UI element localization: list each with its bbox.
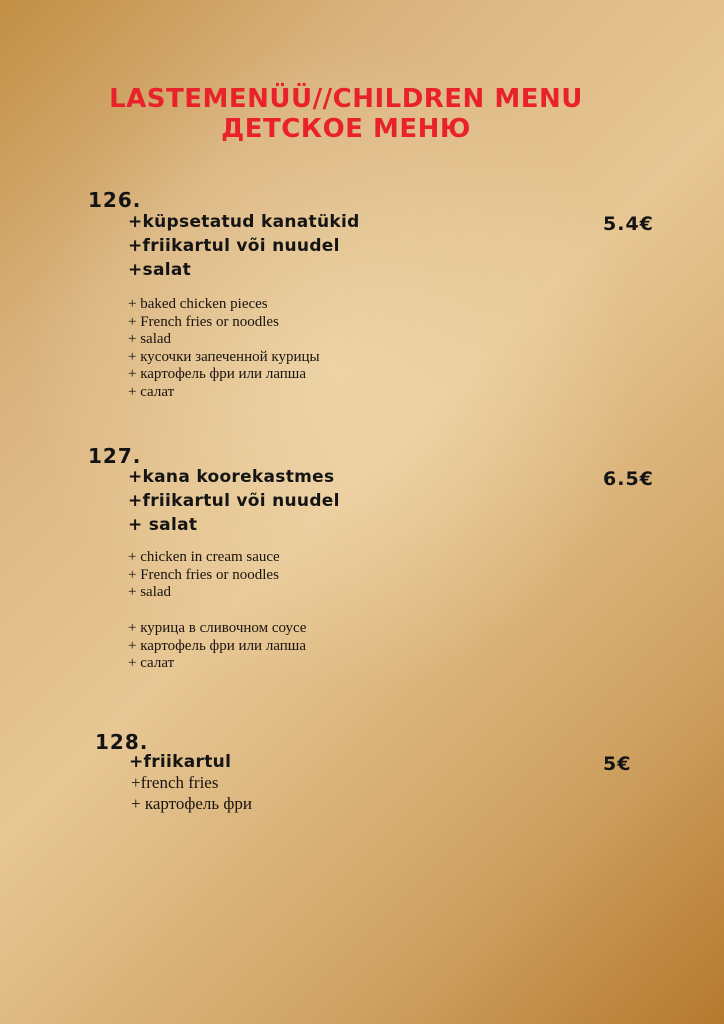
item-128-price: 5€ xyxy=(603,753,632,775)
item-126-translation-line: + картофель фри или лапша xyxy=(128,366,307,383)
menu-title xyxy=(0,84,708,144)
item-127-english-lines xyxy=(128,549,280,602)
item-126-estonian-lines xyxy=(128,210,360,282)
item-126-et-line: +küpsetatud kanatükid xyxy=(128,212,360,232)
item-127-russian-lines xyxy=(128,620,306,673)
item-number-127: 127. xyxy=(88,444,142,468)
item-number-126: 126. xyxy=(88,188,142,212)
item-127-ru-line: + курица в сливочном соусе xyxy=(128,620,307,636)
menu-title-line2: ДЕТСКОЕ МЕНЮ xyxy=(221,114,471,144)
item-126-translation-line: + salad xyxy=(128,331,172,348)
item-126-translation-line: + кусочки запеченной курицы xyxy=(128,348,320,365)
item-127-ru-line: + салат xyxy=(128,655,175,672)
item-128-estonian-lines xyxy=(129,750,231,774)
item-127-et-line: + salat xyxy=(128,515,198,535)
item-126-et-line: +friikartul või nuudel xyxy=(128,236,340,256)
item-128-translation-line: + картофель фри xyxy=(131,793,253,813)
item-number-128: 128. xyxy=(95,730,149,754)
item-127-estonian-lines xyxy=(128,465,340,537)
item-126-translation-lines xyxy=(128,296,320,402)
item-127-et-line: +friikartul või nuudel xyxy=(128,491,340,511)
item-128-et-line: +friikartul xyxy=(129,752,232,772)
item-126-price: 5.4€ xyxy=(603,213,654,235)
item-127-en-line: + salad xyxy=(128,584,172,601)
menu-title-line1: LASTEMENÜÜ//CHILDREN MENU xyxy=(109,84,583,114)
item-128-translation-line: +french fries xyxy=(131,773,219,792)
item-126-translation-line: + French fries or noodles xyxy=(128,313,279,330)
item-127-et-line: +kana koorekastmes xyxy=(128,467,335,487)
item-128-translation-lines xyxy=(131,773,252,814)
item-126-translation-line: + baked chicken pieces xyxy=(128,296,268,312)
item-126-et-line: +salat xyxy=(128,260,192,280)
item-127-en-line: + French fries or noodles xyxy=(128,566,279,583)
item-127-en-line: + chicken in cream sauce xyxy=(128,549,280,565)
item-127-ru-line: + картофель фри или лапша xyxy=(128,637,307,654)
item-127-price: 6.5€ xyxy=(603,468,654,490)
item-126-translation-line: + салат xyxy=(128,383,175,400)
